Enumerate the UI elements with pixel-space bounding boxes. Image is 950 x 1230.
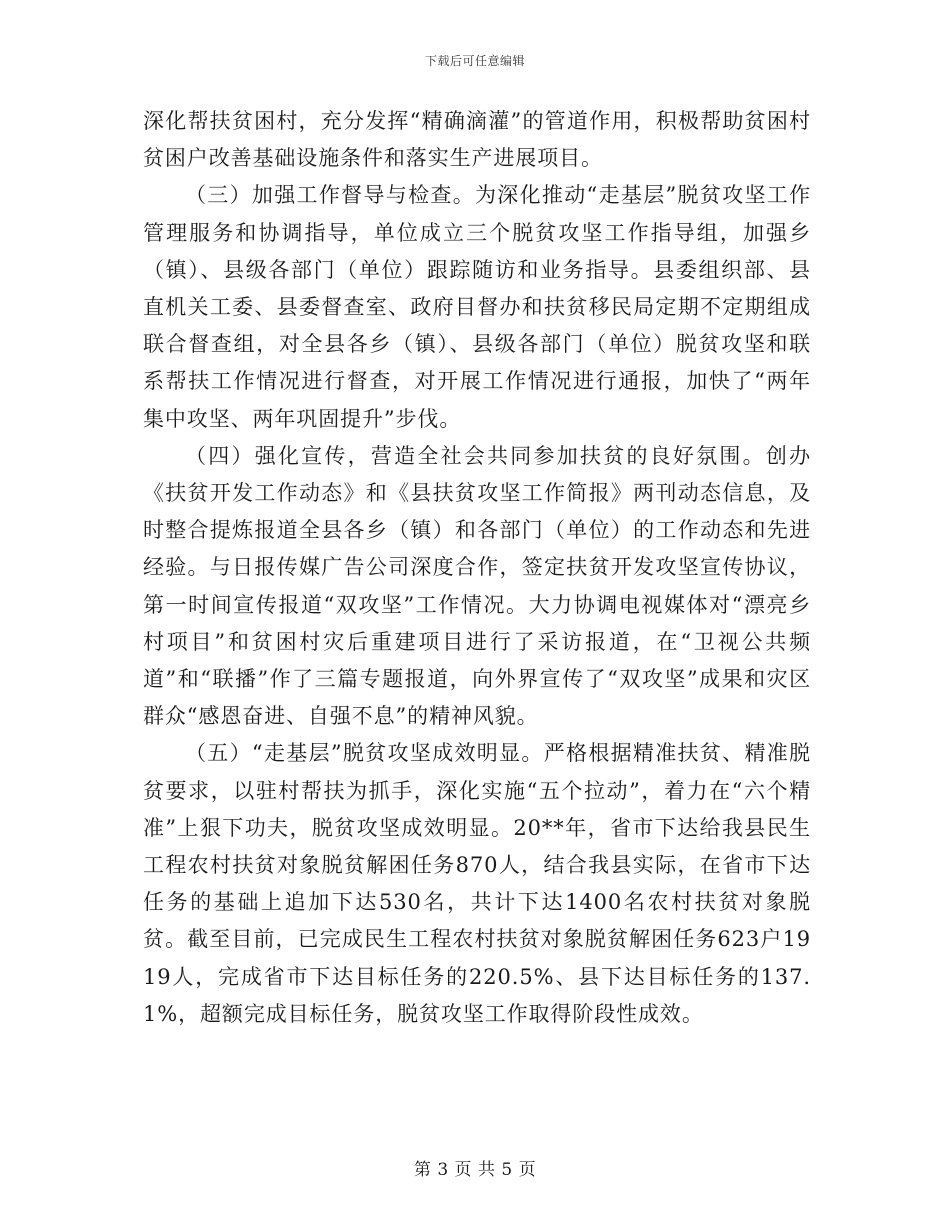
paragraph-results: （五）“走基层”脱贫攻坚成效明显。严格根据精准扶贫、精准脱贫要求，以驻村帮扶为抓手，深化实施“五个拉动”，着力在“六个精准”上狠下功夫，脱贫攻坚成效明显。20**年，省市下达给我县民生工程农村扶贫对象脱贫解困任务870人，结合我县实际，在省市下达任务的基础上追加下达530名，共计下达1400名农村扶贫对象脱贫。截至目前，已完成民生工程农村扶贫对象脱贫解困任务623户1919人，完成省市下达目标任务的220.5%、县下达目标任务的137.1%，超额完成目标任务，脱贫攻坚工作取得阶段性成效。 bbox=[143, 741, 811, 1026]
page-header: 下载后可任意编辑 bbox=[424, 54, 525, 68]
page-number-footer: 第 3 页 共 5 页 bbox=[413, 1160, 537, 1180]
document-body bbox=[143, 103, 811, 1033]
paragraph-supervision: （三）加强工作督导与检查。为深化推动“走基层”脱贫攻坚工作管理服务和协调指导，单位成立三个脱贫攻坚工作指导组，加强乡（镇）、县级各部门（单位）跟踪随访和业务指导。县委组织部、县直机关工委、县委督查室、政府目督办和扶贫移民局定期不定期组成联合督查组，对全县各乡（镇）、县级各部门（单位）脱贫攻坚和联系帮扶工作情况进行督查，对开展工作情况进行通报，加快了“两年集中攻坚、两年巩固提升”步伐。 bbox=[143, 183, 811, 431]
paragraph-continuation: 深化帮扶贫困村，充分发挥“精确滴灌”的管道作用，积极帮助贫困村贫困户改善基础设施条件和落实生产进展项目。 bbox=[143, 109, 811, 171]
paragraph-publicity: （四）强化宣传，营造全社会共同参加扶贫的良好氛围。创办《扶贫开发工作动态》和《县扶贫攻坚工作简报》两刊动态信息，及时整合提炼报道全县各乡（镇）和各部门（单位）的工作动态和先进经验。与日报传媒广告公司深度合作，签定扶贫开发攻坚宣传协议，第一时间宣传报道“双攻坚”工作情况。大力协调电视媒体对“漂亮乡村项目”和贫困村灾后重建项目进行了采访报道，在“卫视公共频道”和“联播”作了三篇专题报道，向外界宣传了“双攻坚”成果和灾区群众“感恩奋进、自强不息”的精神风貌。 bbox=[143, 443, 811, 729]
